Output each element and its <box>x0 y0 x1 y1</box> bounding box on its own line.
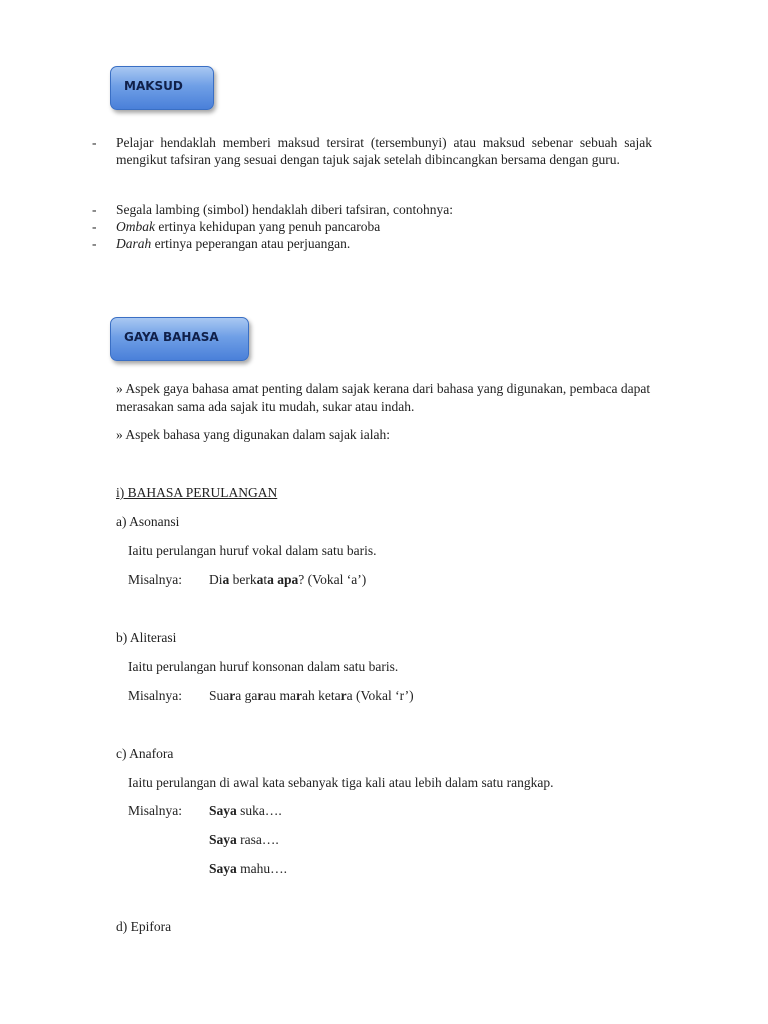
anafora-misalnya-label: Misalnya: <box>128 803 182 818</box>
gaya-paragraph-1: » Aspek gaya bahasa amat penting dalam sajak kerana dari bahasa yang digunakan, pembaca dapat merasakan sama ada sajak itu mudah, sukar atau indah. <box>116 381 651 414</box>
term-ombak: Ombak <box>116 219 155 234</box>
anafora-example-line-3: Saya mahu…. <box>209 861 288 876</box>
bullet-text: Pelajar hendaklah memberi maksud tersirat (tersembunyi) atau maksud sebenar sebuah sajak mengikut tafsiran yang sesuai dengan tajuk sajak setelah dibincangkan bersama dengan guru. <box>116 135 652 167</box>
term-meaning: ertinya peperangan atau perjuangan. <box>151 236 351 251</box>
bullet-maksud-1 <box>92 134 652 168</box>
bullet-maksud-4 <box>92 235 652 252</box>
aliterasi-example: Suara garau marah ketara (Vokal ‘r’) <box>209 688 414 703</box>
term-darah: Darah <box>116 236 152 251</box>
bullet-dash: - <box>92 236 97 251</box>
epifora-title: d) Epifora <box>116 919 172 934</box>
asonansi-desc: Iaitu perulangan huruf vokal dalam satu baris. <box>128 543 377 558</box>
bullet-dash: - <box>92 202 97 217</box>
gaya-paragraph-2: » Aspek bahasa yang digunakan dalam sajak ialah: <box>116 427 391 442</box>
bullet-text <box>116 235 652 252</box>
anafora-desc: Iaitu perulangan di awal kata sebanyak tiga kali atau lebih dalam satu rangkap. <box>128 775 554 790</box>
bullet-dash: - <box>92 219 97 234</box>
bullet-dash: - <box>92 135 97 150</box>
anafora-example-line-1: Saya suka…. <box>209 803 282 818</box>
aliterasi-misalnya-label: Misalnya: <box>128 688 182 703</box>
anafora-example-line-2: Saya rasa…. <box>209 832 279 847</box>
asonansi-misalnya-label: Misalnya: <box>128 572 182 587</box>
heading-gaya-bahasa: GAYA BAHASA <box>124 330 219 344</box>
anafora-title: c) Anafora <box>116 746 174 761</box>
term-meaning: ertinya kehidupan yang penuh pancaroba <box>155 219 381 234</box>
section-title-bahasa-perulangan: i) BAHASA PERULANGAN <box>116 485 278 500</box>
heading-maksud-box <box>110 66 214 110</box>
bullet-maksud-2 <box>92 201 652 218</box>
asonansi-title: a) Asonansi <box>116 514 180 529</box>
bullet-maksud-3 <box>92 218 652 235</box>
bullet-text: Segala lambing (simbol) hendaklah diberi tafsiran, contohnya: <box>116 202 454 217</box>
asonansi-example: Dia berkata apa? (Vokal ‘a’) <box>209 572 367 587</box>
aliterasi-title: b) Aliterasi <box>116 630 177 645</box>
heading-maksud: MAKSUD <box>124 79 183 93</box>
bullet-text <box>116 218 652 235</box>
aliterasi-desc: Iaitu perulangan huruf konsonan dalam satu baris. <box>128 659 399 674</box>
heading-gaya-bahasa-box <box>110 317 249 361</box>
